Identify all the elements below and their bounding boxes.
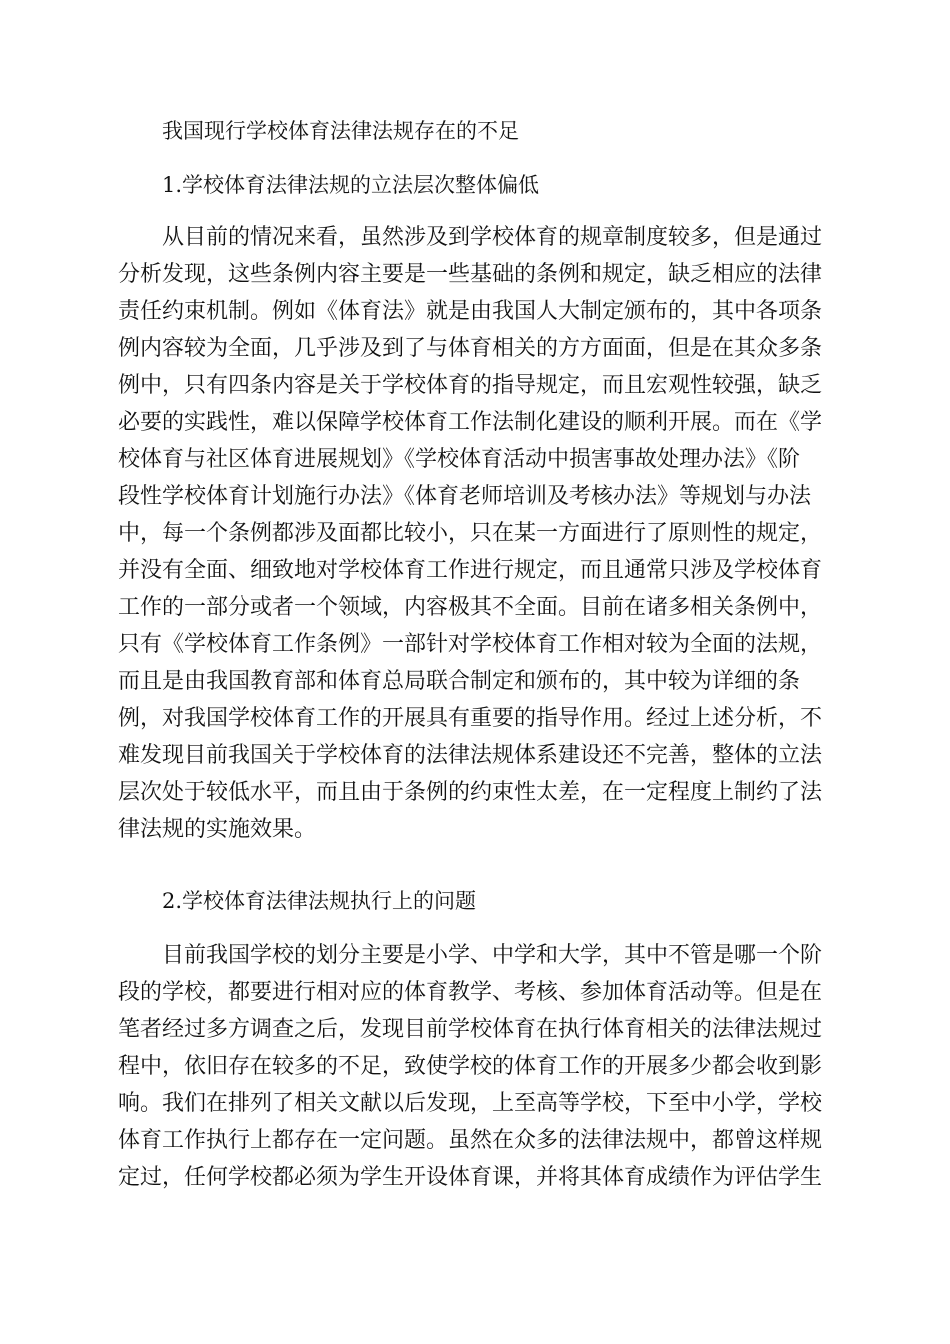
paragraph-line: 层次处于较低水平，而且由于条例的约束性太差，在一定程度上制约了法 bbox=[118, 780, 823, 805]
paragraph-line: 难发现目前我国关于学校体育的法律法规体系建设还不完善，整体的立法 bbox=[118, 743, 823, 768]
paragraph-line: 责任约束机制。例如《体育法》就是由我国人大制定颁布的，其中各项条 bbox=[118, 299, 823, 324]
paragraph-line: 例内容较为全面，几乎涉及到了与体育相关的方方面面，但是在其众多条 bbox=[118, 336, 823, 361]
document-title: 我国现行学校体育法律法规存在的不足 bbox=[162, 119, 519, 143]
paragraph-line: 响。我们在排列了相关文献以后发现，上至高等学校，下至中小学，学校 bbox=[118, 1091, 823, 1116]
paragraph-line: 程中，依旧存在较多的不足，致使学校的体育工作的开展多少都会收到影 bbox=[118, 1054, 823, 1079]
paragraph-line: 而且是由我国教育部和体育总局联合制定和颁布的，其中较为详细的条 bbox=[118, 669, 801, 694]
section-1-heading: 1.学校体育法律法规的立法层次整体偏低 bbox=[162, 173, 540, 197]
paragraph-line: 只有《学校体育工作条例》一部针对学校体育工作相对较为全面的法规， bbox=[118, 632, 823, 657]
paragraph-line: 例，对我国学校体育工作的开展具有重要的指导作用。经过上述分析，不 bbox=[118, 706, 823, 731]
paragraph-line: 从目前的情况来看，虽然涉及到学校体育的规章制度较多，但是通过 bbox=[162, 225, 823, 250]
paragraph-line: 分析发现，这些条例内容主要是一些基础的条例和规定，缺乏相应的法律 bbox=[118, 262, 823, 287]
paragraph-line: 中，每一个条例都涉及面都比较小，只在某一方面进行了原则性的规定， bbox=[118, 521, 823, 546]
paragraph-line: 工作的一部分或者一个领域，内容极其不全面。目前在诸多相关条例中， bbox=[118, 595, 823, 620]
paragraph-line: 并没有全面、细致地对学校体育工作进行规定，而且通常只涉及学校体育 bbox=[118, 558, 823, 583]
paragraph-line: 目前我国学校的划分主要是小学、中学和大学，其中不管是哪一个阶 bbox=[162, 943, 823, 968]
section-2-heading: 2.学校体育法律法规执行上的问题 bbox=[162, 889, 477, 913]
paragraph-line: 律法规的实施效果。 bbox=[118, 817, 317, 842]
paragraph-line: 段的学校，都要进行相对应的体育教学、考核、参加体育活动等。但是在 bbox=[118, 980, 823, 1005]
paragraph-line: 段性学校体育计划施行办法》《体育老师培训及考核办法》等规划与办法 bbox=[118, 484, 812, 509]
paragraph-line: 体育工作执行上都存在一定问题。虽然在众多的法律法规中，都曾这样规 bbox=[118, 1128, 823, 1153]
paragraph-line: 笔者经过多方调查之后，发现目前学校体育在执行体育相关的法律法规过 bbox=[118, 1017, 823, 1042]
paragraph-line: 必要的实践性，难以保障学校体育工作法制化建设的顺利开展。而在《学 bbox=[118, 410, 823, 435]
paragraph-line: 例中，只有四条内容是关于学校体育的指导规定，而且宏观性较强，缺乏 bbox=[118, 373, 823, 398]
paragraph-line: 校体育与社区体育进展规划》《学校体育活动中损害事故处理办法》《阶 bbox=[118, 447, 801, 472]
paragraph-line: 定过，任何学校都必须为学生开设体育课，并将其体育成绩作为评估学生 bbox=[118, 1165, 823, 1190]
